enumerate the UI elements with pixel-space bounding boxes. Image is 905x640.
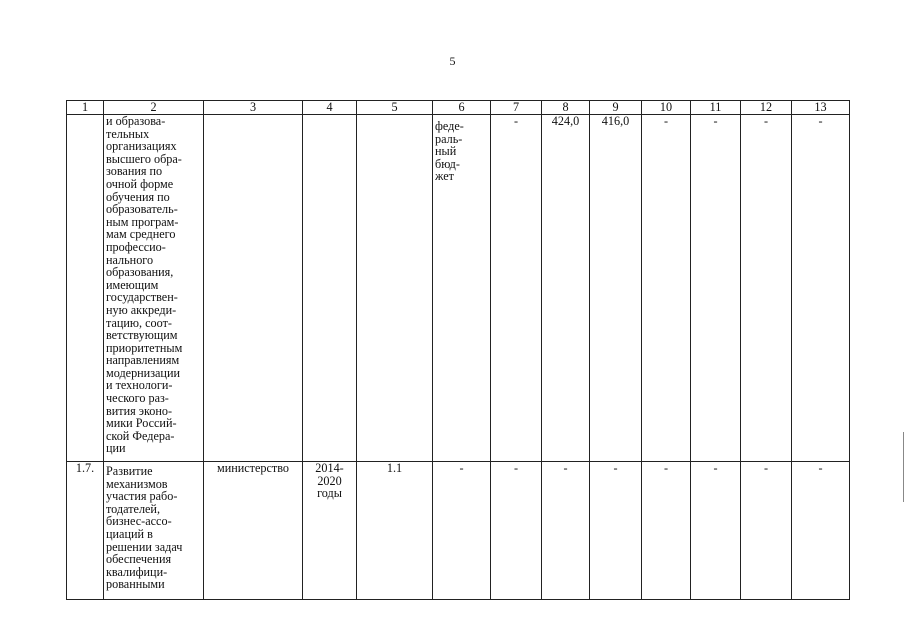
column-header: 5 bbox=[357, 101, 433, 115]
column-header: 13 bbox=[792, 101, 850, 115]
scan-edge-mark bbox=[903, 432, 904, 502]
column-header: 4 bbox=[303, 101, 357, 115]
column-header: 12 bbox=[741, 101, 792, 115]
column-header: 2 bbox=[104, 101, 204, 115]
column-number-row bbox=[67, 101, 850, 115]
value-cell: - bbox=[491, 115, 542, 462]
period-cell: 2014- 2020 годы bbox=[303, 462, 357, 600]
indicator-cell: 1.1 bbox=[357, 462, 433, 600]
value-cell: - bbox=[792, 115, 850, 462]
column-header: 11 bbox=[691, 101, 741, 115]
column-header: 9 bbox=[590, 101, 642, 115]
value-cell: 424,0 bbox=[542, 115, 590, 462]
value-cell: - bbox=[491, 462, 542, 600]
budget-table bbox=[66, 100, 850, 600]
funding-source-cell: - bbox=[433, 462, 491, 600]
period-cell bbox=[303, 115, 357, 462]
value-cell: - bbox=[741, 115, 792, 462]
item-number-cell bbox=[67, 115, 104, 462]
funding-source-cell: феде- раль- ный бюд- жет bbox=[433, 115, 491, 462]
activity-name-cell: Развитие механизмов участия рабо- тодателей, бизнес-ассо- циаций в решении задач обеспечения квалифици- рованными bbox=[104, 462, 204, 600]
value-cell: - bbox=[741, 462, 792, 600]
executor-cell bbox=[204, 115, 303, 462]
column-header: 3 bbox=[204, 101, 303, 115]
activity-name-cell: и образова- тельных организациях высшего обра- зования по очной форме обучения по образователь- ным програм- мам среднего профессио- нального образования, имеющим государствен- ную аккреди- тацию, соот- ветствующим приоритетным направлениям модернизации и технологи- ческого раз- вития эконо- мики Россий- ской Федера- ции bbox=[104, 115, 204, 462]
indicator-cell bbox=[357, 115, 433, 462]
value-cell: - bbox=[642, 462, 691, 600]
column-header: 1 bbox=[67, 101, 104, 115]
column-header: 7 bbox=[491, 101, 542, 115]
column-header: 8 bbox=[542, 101, 590, 115]
value-cell: - bbox=[642, 115, 691, 462]
column-header: 10 bbox=[642, 101, 691, 115]
table-row bbox=[67, 115, 850, 462]
table-row bbox=[67, 462, 850, 600]
value-cell: - bbox=[542, 462, 590, 600]
item-number-cell: 1.7. bbox=[67, 462, 104, 600]
column-header: 6 bbox=[433, 101, 491, 115]
value-cell: - bbox=[691, 462, 741, 600]
page-number: 5 bbox=[449, 54, 456, 68]
value-cell: - bbox=[792, 462, 850, 600]
executor-cell: министерство bbox=[204, 462, 303, 600]
value-cell: - bbox=[590, 462, 642, 600]
value-cell: 416,0 bbox=[590, 115, 642, 462]
value-cell: - bbox=[691, 115, 741, 462]
